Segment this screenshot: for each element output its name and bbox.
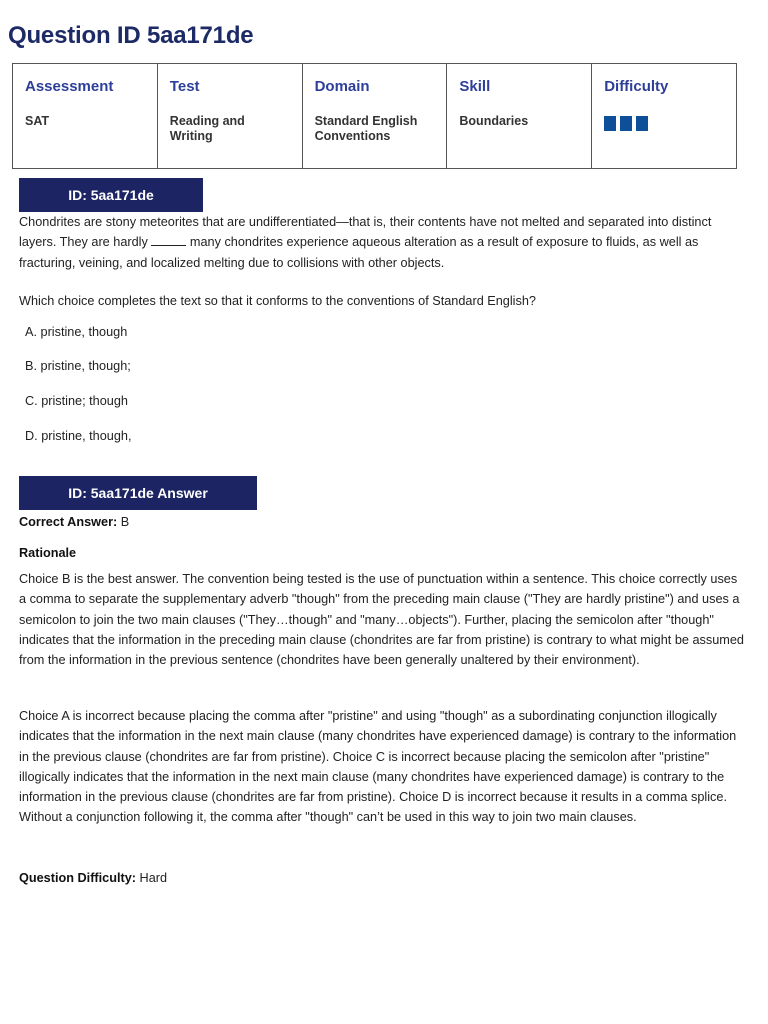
question-prompt: Which choice completes the text so that it conforms to the conventions of Standard English? (19, 294, 536, 308)
meta-value-test: Reading and Writing (169, 114, 245, 143)
question-difficulty-label: Question Difficulty: (19, 871, 137, 885)
difficulty-bar (636, 116, 648, 131)
meta-header-skill: Skill (459, 78, 491, 95)
rationale-heading (19, 543, 744, 563)
answer-id-banner: ID: 5aa171de Answer (19, 476, 257, 510)
meta-value-domain: Standard English Conventions (314, 114, 418, 143)
meta-cell-test (157, 64, 302, 169)
choice-c: C. pristine; though (25, 394, 128, 408)
difficulty-bar (620, 116, 632, 131)
passage-part-1: Chondrites are stony meteorites that are undifferentiated—that is, their contents have not melted and separated into distinct layers. They are hardly (19, 215, 712, 250)
passage-part-2: many chondrites experience aqueous alteration as a result of exposure to fluids, as well as fracturing, veining, and localized melting due to collisions with other objects. (19, 235, 699, 270)
choice-a: A. pristine, though (25, 325, 128, 339)
meta-value-assessment: SAT (25, 114, 50, 128)
choice-b: B. pristine, though; (25, 359, 131, 373)
meta-header-assessment: Assessment (25, 78, 114, 95)
meta-cell-difficulty (592, 64, 737, 169)
rationale-paragraph-1: Choice B is the best answer. The convention being tested is the use of punctuation within a sentence. This choice correctly uses a comma to separate the supplementary adverb "though" from the preceding main clause ("They are hardly pristine") and uses a semicolon to join the two main clauses ("They…though" and "many…objects"). Further, placing the semicolon after "though" indicates that the information in the preceding main clause (chondrites are far from pristine) is contrary to what might be assumed from the information in the previous sentence (chondrites have been generally unaltered by their environment). (19, 572, 744, 668)
meta-header-test: Test (169, 78, 200, 95)
correct-answer (19, 512, 744, 532)
question-difficulty-value: Hard (139, 871, 168, 885)
meta-header-domain: Domain (314, 78, 370, 95)
meta-cell-domain (302, 64, 447, 169)
answer-blank (151, 233, 186, 246)
meta-cell-assessment (13, 64, 158, 169)
question-difficulty (19, 868, 744, 888)
rationale-paragraph-2: Choice A is incorrect because placing the comma after "pristine" and using "though" as a subordinating conjunction illogically indicates that the information in the next main clause (many chondrites have experienced damage) is contrary to the information in the previous clause (chondrites are far from pristine). Choice C is incorrect because placing the semicolon after "pristine" illogically indicates that the information in the next main clause (many chondrites have experienced damage) is contrary to the information in the previous clause (chondrites are far from pristine). Choice D is incorrect because it results in a comma splice. Without a conjunction following it, the comma after "though" can’t be used in this way to join two main clauses. (19, 709, 737, 825)
page-title: Question ID 5aa171de (8, 22, 254, 49)
metadata-table (12, 63, 737, 169)
question-passage (19, 212, 744, 273)
correct-answer-label: Correct Answer: (19, 515, 118, 529)
meta-header-difficulty: Difficulty (604, 78, 669, 95)
meta-value-skill: Boundaries (459, 114, 529, 128)
rationale-heading-text: Rationale (19, 546, 77, 560)
choice-d: D. pristine, though, (25, 429, 132, 443)
meta-cell-skill (447, 64, 592, 169)
correct-answer-value: B (120, 515, 130, 529)
question-id-banner: ID: 5aa171de (19, 178, 203, 212)
difficulty-bar (604, 116, 616, 131)
difficulty-indicator (604, 116, 724, 131)
